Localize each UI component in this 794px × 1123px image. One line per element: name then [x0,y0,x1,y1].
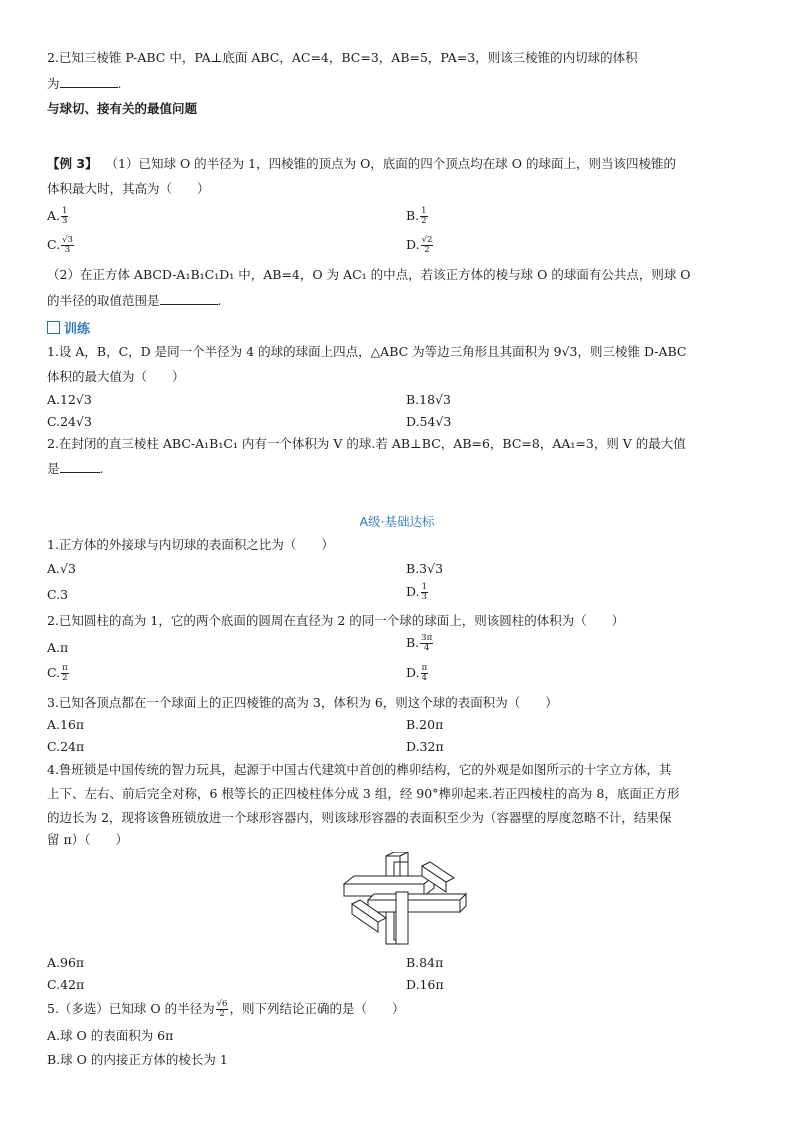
a-q2-option-b[interactable]: B. $\frac{3\pi}{4}$ [406,633,433,653]
example3-part2-line2: 的半径的取值范围是 . [47,293,222,308]
a-q3-option-a[interactable]: A.16π [47,717,85,732]
q2-prev-line1: 2.已知三棱锥 P-ABC 中，PA⊥底面 ABC，AC=4，BC=3，AB=5，PA=3，则该三棱锥的内切球的体积 [47,50,638,65]
training-q1-line2: 体积的最大值为（ ） [47,369,185,384]
training-q1-option-a[interactable]: A.12√3 [47,392,92,407]
a-q5-option-b[interactable]: B.球 O 的内接正方体的棱长为 1 [47,1052,228,1067]
a-q4-option-d[interactable]: D.16π [406,977,444,992]
a-q4-option-b[interactable]: B.84π [406,955,444,970]
example3-option-d[interactable]: D. $\frac{√2}{2}$ [406,235,433,255]
a-q3-option-b[interactable]: B.20π [406,717,444,732]
a-q3-option-d[interactable]: D.32π [406,739,444,754]
section-heading-max: 与球切、接有关的最值问题 [47,101,198,116]
example3-option-b[interactable]: B. $\frac{1}{2}$ [406,206,427,226]
a-q4-option-c[interactable]: C.42π [47,977,85,992]
a-q1-option-b[interactable]: B.3√3 [406,561,444,576]
training-q1-option-d[interactable]: D.54√3 [406,414,452,429]
answer-blank[interactable] [160,292,218,305]
a-q1-option-c[interactable]: C.3 [47,587,69,602]
a-q1-option-d[interactable]: D. $\frac{1}{3}$ [406,582,427,602]
a-q5-option-a[interactable]: A.球 O 的表面积为 6π [47,1028,174,1043]
example3-line2: 体积最大时，其高为（ ） [47,181,210,196]
a-q3-option-c[interactable]: C.24π [47,739,85,754]
training-q2-line2: 是 . [47,461,104,476]
training-q1-option-c[interactable]: C.24√3 [47,414,92,429]
pencil-square-icon [47,321,60,334]
training-q1-line1: 1.设 A，B，C，D 是同一个半径为 4 的球的球面上四点，△ABC 为等边三角形且其面积为 9√3，则三棱锥 D-ABC [47,344,687,359]
section-title-a: A级·基础达标 [359,514,435,529]
a-q1-option-a[interactable]: A.√3 [47,561,76,576]
example3-option-c[interactable]: C. $\frac{√3}{3}$ [47,235,73,255]
a-q4-line4: 留 π）（ ） [47,832,128,847]
a-q1-stem: 1.正方体的外接球与内切球的表面积之比为（ ） [47,537,334,552]
a-q2-option-a[interactable]: A.π [47,640,69,655]
example3-part2-line1: （2）在正方体 ABCD-A₁B₁C₁D₁ 中，AB=4，O 为 AC₁ 的中点，若该正方体的棱与球 O 的球面有公共点，则球 O [47,267,691,282]
luban-lock-figure [338,852,468,948]
training-q1-option-b[interactable]: B.18√3 [406,392,451,407]
a-q5-stem: 5.（多选）已知球 O 的半径为 $\frac{√6}{2}$ ，则下列结论正确的是（ ） [47,999,405,1019]
a-q3-stem: 3.已知各顶点都在一个球面上的正四棱锥的高为 3，体积为 6，则这个球的表面积为（ ） [47,695,558,710]
answer-blank[interactable] [60,75,118,88]
a-q2-option-d[interactable]: D. $\frac{\pi}{4}$ [406,663,428,683]
a-q4-line2: 上下、左右、前后完全对称，6 根等长的正四棱柱体分成 3 组，经 90°榫卯起来.若正四棱柱的高为 8，底面正方形 [47,786,680,801]
a-q2-stem: 2.已知圆柱的高为 1，它的两个底面的圆周在直径为 2 的同一个球的球面上，则该圆柱的体积为（ ） [47,613,625,628]
answer-blank[interactable] [60,460,100,473]
example3-option-a[interactable]: A. $\frac{1}{3}$ [47,206,68,226]
a-q4-line1: 4.鲁班锁是中国传统的智力玩具，起源于中国古代建筑中首创的榫卯结构，它的外观是如图所示的十字立方体，其 [47,762,672,777]
q2-prev-line2: 为 . [47,76,122,91]
training-q2-line1: 2.在封闭的直三棱柱 ABC-A₁B₁C₁ 内有一个体积为 V 的球.若 AB⊥BC，AB=6，BC=8，AA₁=3，则 V 的最大值 [47,436,686,451]
example3-line1: 【例 3】 （1）已知球 O 的半径为 1，四棱锥的顶点为 O，底面的四个顶点均在球 O 的球面上，则当该四棱锥的 [47,156,677,171]
a-q4-option-a[interactable]: A.96π [47,955,85,970]
a-q2-option-c[interactable]: C. $\frac{\pi}{2}$ [47,663,68,683]
a-q4-line3: 的边长为 2，现将该鲁班锁放进一个球形容器内，则该球形容器的表面积至少为（容器壁的厚度忽略不计，结果保 [47,810,672,825]
training-heading: 训练 [47,318,90,337]
